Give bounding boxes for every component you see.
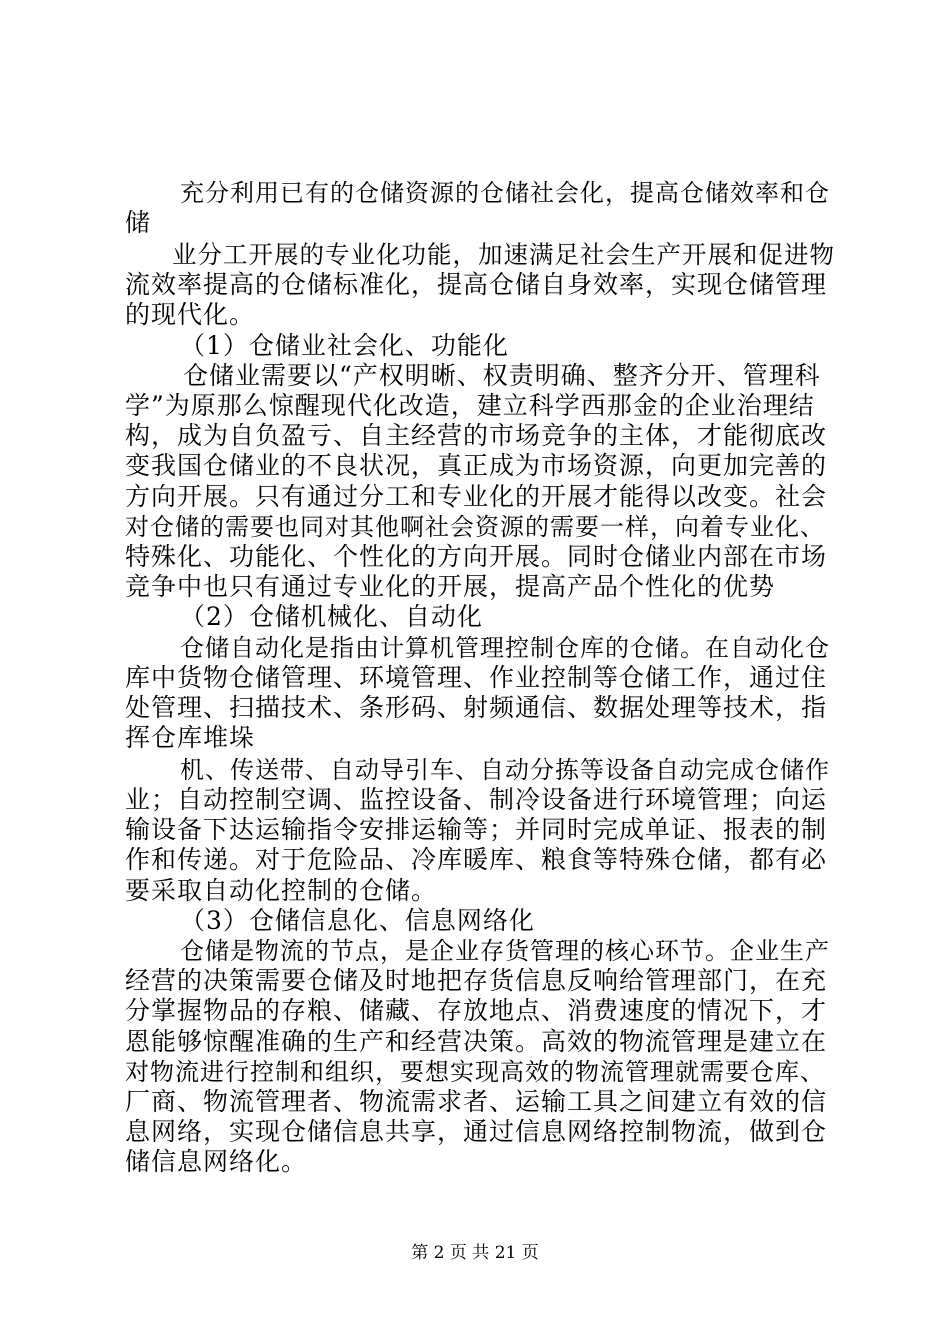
text-line: 机、传送带、自动导引车、自动分拣等设备自动完成仓储作 xyxy=(180,756,830,784)
text-line: 分掌握物品的存粮、储藏、存放地点、消费速度的情况下，才 xyxy=(125,996,828,1025)
text-line: 竞争中也只有通过专业化的开展，提高产品个性化的优势 xyxy=(125,572,776,601)
text-line: 充分利用已有的仓储资源的仓储社会化，提高仓储效率和仓 xyxy=(180,179,830,207)
text-line: 作和传递。对于危险品、冷库暖库、粮食等特殊仓储，都有必 xyxy=(125,845,828,874)
text-line: 处管理、扫描技术、条形码、射频通信、数据处理等技术，指 xyxy=(125,693,828,722)
section-heading: （1）仓储业社会化、功能化 xyxy=(180,331,509,360)
text-line: 对仓储的需要也同对其他啊社会资源的需要一样，向着专业化、 xyxy=(125,513,825,541)
text-line: 学”为原那么惊醒现代化改造，建立科学西那金的企业治理结 xyxy=(125,391,815,420)
text-line: 构，成为自负盈亏、自主经营的市场竞争的主体，才能彻底改 xyxy=(125,421,828,450)
page-number: 第 2 页 共 21 页 xyxy=(411,1243,539,1263)
text-line: 仓储自动化是指由计算机管理控制仓库的仓储。在自动化仓 xyxy=(180,634,830,662)
text-line: 储 xyxy=(125,208,152,237)
text-line: 输设备下达运输指令安排运输等；并同时完成单证、报表的制 xyxy=(125,815,828,844)
text-line: 变我国仓储业的不良状况，真正成为市场资源，向更加完善的 xyxy=(125,451,828,480)
text-line: 储信息网络化。 xyxy=(125,1147,308,1176)
text-line: 仓储是物流的节点，是企业存货管理的核心环节。企业生产 xyxy=(180,937,830,965)
text-line: 挥仓库堆垛 xyxy=(125,723,256,752)
text-line: 厂商、物流管理者、物流需求者、运输工具之间建立有效的信 xyxy=(125,1087,828,1116)
text-line: 库中货物仓储管理、环境管理、作业控制等仓储工作，通过住 xyxy=(125,663,828,692)
text-line: 业分工开展的专业化功能，加速满足社会生产开展和促进物 xyxy=(172,240,835,269)
text-line: 特殊化、功能化、个性化的方向开展。同时仓储业内部在市场 xyxy=(125,542,828,571)
text-line: 息网络，实现仓储信息共享，通过信息网络控制物流，做到仓 xyxy=(125,1117,828,1146)
section-heading: （2）仓储机械化、自动化 xyxy=(180,602,483,631)
text-line: 的现代化。 xyxy=(125,300,256,329)
section-heading: （3）仓储信息化、信息网络化 xyxy=(180,906,535,935)
text-line: 要采取自动化控制的仓储。 xyxy=(125,876,438,905)
text-line: 经营的决策需要仓储及时地把存货信息反响给管理部门，在充 xyxy=(125,966,828,995)
text-line: 业；自动控制空调、监控设备、制冷设备进行环境管理；向运 xyxy=(125,785,828,814)
text-line: 仓储业需要以“产权明晰、权责明确、整齐分开、管理科 xyxy=(183,361,821,390)
text-line: 方向开展。只有通过分工和专业化的开展才能得以改变。社会 xyxy=(125,482,828,511)
text-line: 对物流进行控制和组织，要想实现高效的物流管理就需要仓库、 xyxy=(125,1058,825,1086)
text-line: 流效率提高的仓储标准化，提高仓储自身效率，实现仓储管理 xyxy=(125,270,828,299)
text-line: 恩能够惊醒准确的生产和经营决策。高效的物流管理是建立在 xyxy=(125,1027,828,1056)
